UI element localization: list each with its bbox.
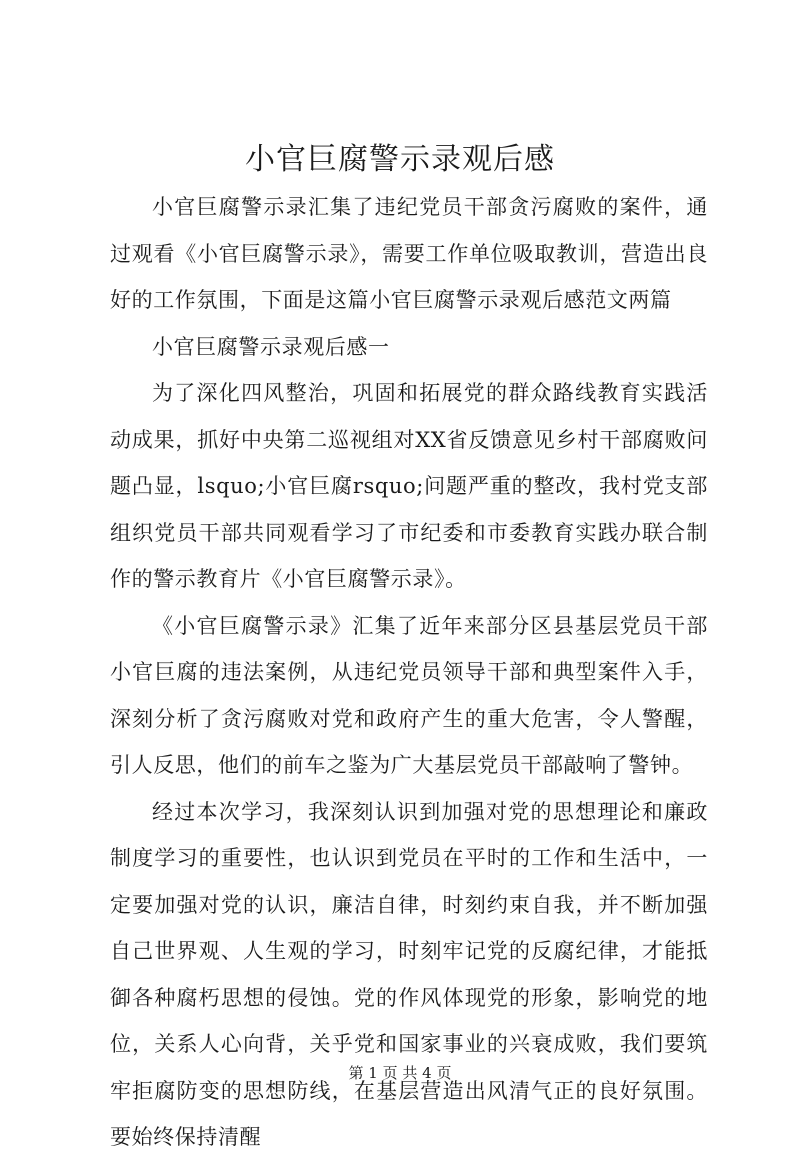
body-paragraph: 为了深化四风整治，巩固和拓展党的群众路线教育实践活动成果，抓好中央第二巡视组对XX省反馈意见乡村干部腐败问题凸显，lsquo;小官巨腐rsquo;问题严重的整改，我村党支部组织党员干部共同观看学习了市纪委和市委教育实践办联合制作的警示教育片《小官巨腐警示录》。 bbox=[110, 381, 708, 591]
document-body bbox=[110, 184, 708, 1161]
section-heading: 小官巨腐警示录观后感一 bbox=[152, 334, 390, 359]
body-paragraph: 《小官巨腐警示录》汇集了近年来部分区县基层党员干部小官巨腐的违法案例，从违纪党员领导干部和典型案件入手，深刻分析了贪污腐败对党和政府产生的重大危害，令人警醒，引人反思，他们的前车之鉴为广大基层党员干部敲响了警钟。 bbox=[110, 613, 708, 777]
intro-paragraph: 小官巨腐警示录汇集了违纪党员干部贪污腐败的案件，通过观看《小官巨腐警示录》，需要工作单位吸取教训，营造出良好的工作氛围，下面是这篇小官巨腐警示录观后感范文两篇 bbox=[110, 195, 708, 312]
page-footer: 第 1 页 共 4 页 bbox=[348, 1064, 452, 1082]
document-title: 小官巨腐警示录观后感 bbox=[245, 142, 555, 177]
body-paragraph: 经过本次学习，我深刻认识到加强对党的思想理论和廉政制度学习的重要性，也认识到党员在平时的工作和生活中，一定要加强对党的认识，廉洁自律，时刻约束自我，并不断加强自己世界观、人生观的学习，时刻牢记党的反腐纪律，才能抵御各种腐朽思想的侵蚀。党的作风体现党的形象，影响党的地位，关系人心向背，关乎党和国家事业的兴衰成败，我们要筑牢拒腐防变的思想防线，在基层营造出风清气正的良好氛围。要始终保持清醒 bbox=[110, 799, 708, 1149]
